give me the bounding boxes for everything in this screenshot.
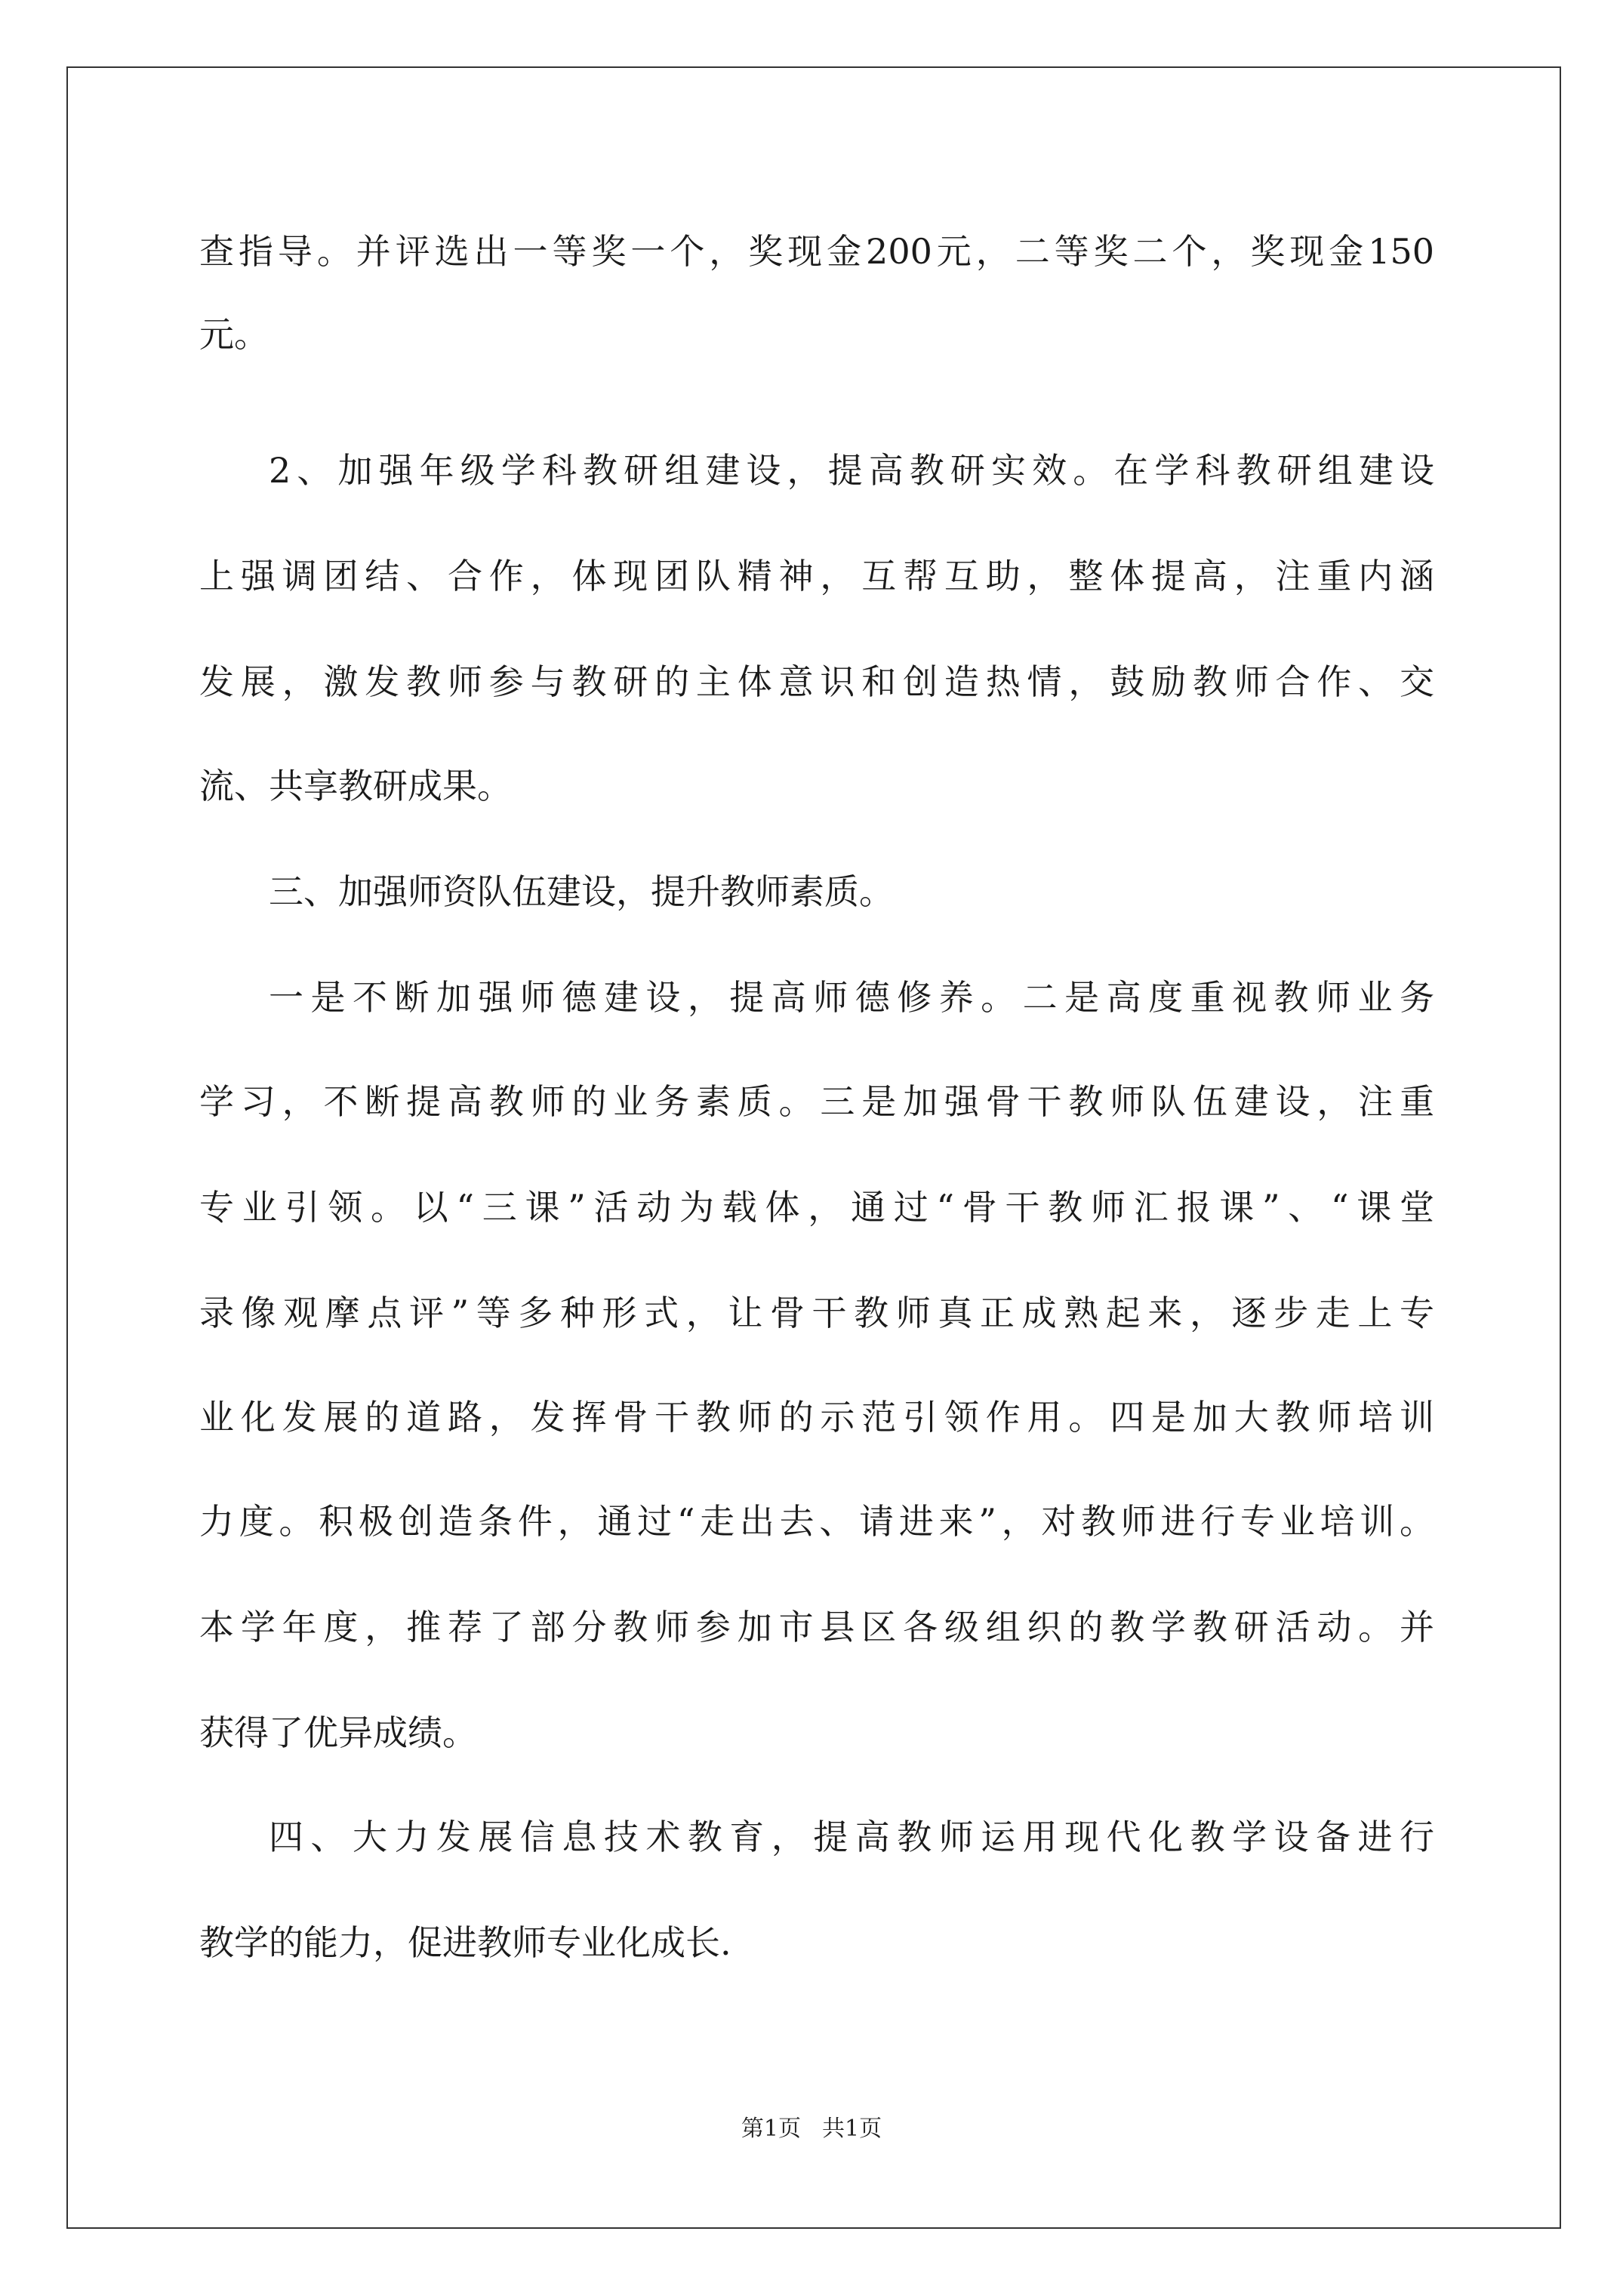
text-line: 三、加强师资队伍建设，提升教师素质。 [269,871,894,912]
page-footer [0,2114,1623,2144]
page-total: 共1页 [822,2116,882,2142]
text-line: 一是不断加强师德建设，提高师德修养。二是高度重视教师业务 [269,977,1434,1018]
text-line: 元。 [199,314,269,355]
text-line: 上强调团结、合作，体现团队精神，互帮互助，整体提高，注重内涵 [199,556,1434,596]
text-line: 流、共享教研成果。 [199,766,512,806]
text-line: 查指导。并评选出一等奖一个，奖现金200元，二等奖二个，奖现金150 [199,231,1434,272]
page-number: 第1页 [741,2116,801,2142]
page-border [66,66,1561,2229]
text-line: 2、加强年级学科教研组建设，提高教研实效。在学科教研组建设 [269,450,1434,491]
text-line: 力度。积极创造条件，通过“走出去、请进来”，对教师进行专业培训。 [199,1501,1434,1542]
text-line: 本学年度，推荐了部分教师参加市县区各级组织的教学教研活动。并 [199,1607,1434,1647]
text-line: 发展，激发教师参与教研的主体意识和创造热情，鼓励教师合作、交 [199,661,1434,702]
text-line: 专业引领。以“三课”活动为载体，通过“骨干教师汇报课”、“课堂 [199,1187,1434,1228]
text-line: 教学的能力，促进教师专业化成长. [199,1922,731,1963]
text-line: 获得了优异成绩。 [199,1712,477,1753]
text-line: 录像观摩点评”等多种形式，让骨干教师真正成熟起来，逐步走上专 [199,1293,1434,1333]
text-line: 四、大力发展信息技术教育，提高教师运用现代化教学设备进行 [269,1817,1434,1857]
text-line: 学习，不断提高教师的业务素质。三是加强骨干教师队伍建设，注重 [199,1081,1434,1122]
text-line: 业化发展的道路，发挥骨干教师的示范引领作用。四是加大教师培训 [199,1397,1434,1438]
